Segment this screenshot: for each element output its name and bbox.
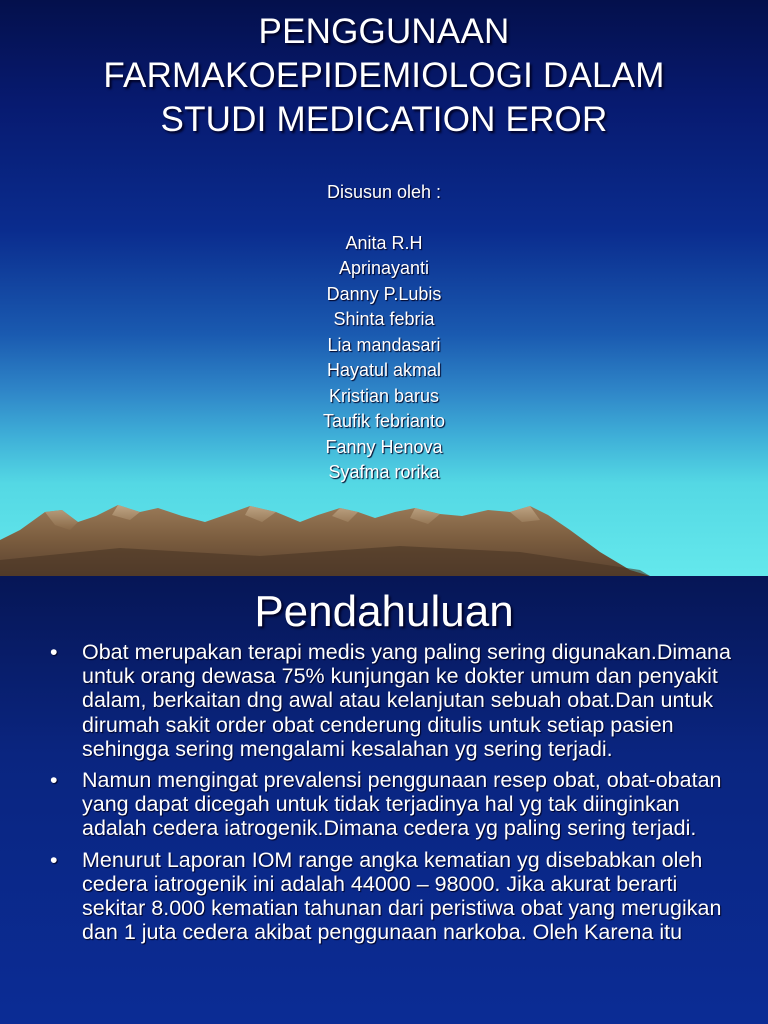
author-name: Danny P.Lubis bbox=[326, 283, 442, 304]
bullet-text: Obat merupakan terapi medis yang paling sering digunakan.Dimana untuk orang dewasa 75% kunjungan ke dokter umum dan penyakit dalam, berkaitan dng awal atau kelanjutan sebuah obat.Dan untuk dirumah sakit order obat cenderung ditulis untuk setiap pasien sehingga sering mengalami kesalahan yg sering terjadi. bbox=[82, 640, 731, 761]
author-name: Syafma rorika bbox=[328, 462, 440, 482]
author-name: Kristian barus bbox=[328, 385, 440, 406]
authors-heading: Disusun oleh : bbox=[326, 182, 442, 202]
author-name: Shinta febria bbox=[333, 309, 435, 329]
bullet-item bbox=[0, 640, 768, 761]
author-name: Hayatul akmal bbox=[326, 360, 442, 380]
author-name: Aprinayanti bbox=[338, 258, 430, 278]
bullet-icon: • bbox=[50, 768, 58, 793]
bullet-item bbox=[0, 768, 768, 841]
bullet-item bbox=[0, 848, 768, 945]
author-name: Anita R.H bbox=[345, 232, 423, 253]
title-line: STUDI MEDICATION EROR bbox=[160, 100, 608, 139]
bullet-list bbox=[0, 640, 768, 951]
title-line: FARMAKOEPIDEMIOLOGI DALAM bbox=[103, 56, 665, 95]
author-name: Fanny Henova bbox=[325, 436, 443, 457]
author-name: Lia mandasari bbox=[327, 334, 441, 355]
bullet-icon: • bbox=[50, 640, 58, 664]
slide-heading: Pendahuluan bbox=[254, 587, 514, 636]
author-name: Taufik febrianto bbox=[322, 411, 446, 431]
bullet-icon: • bbox=[50, 847, 58, 872]
bullet-text: Namun mengingat prevalensi penggunaan resep obat, obat-obatan yang dapat dicegah untuk tidak terjadinya hal yg tak diinginkan adalah cedera iatrogenik.Dimana cedera yg paling sering terjadi. bbox=[82, 768, 722, 841]
bullet-text: Menurut Laporan IOM range angka kematian yg disebabkan oleh cedera iatrogenik ini adalah 44000 – 98000. Jika akurat berarti sekitar 8.000 kematian tahunan dari peristiwa obat yang merugikan dan 1 juta cedera akibat penggunaan narkoba. Oleh Karena itu bbox=[82, 847, 722, 945]
title-line: PENGGUNAAN bbox=[258, 12, 510, 51]
